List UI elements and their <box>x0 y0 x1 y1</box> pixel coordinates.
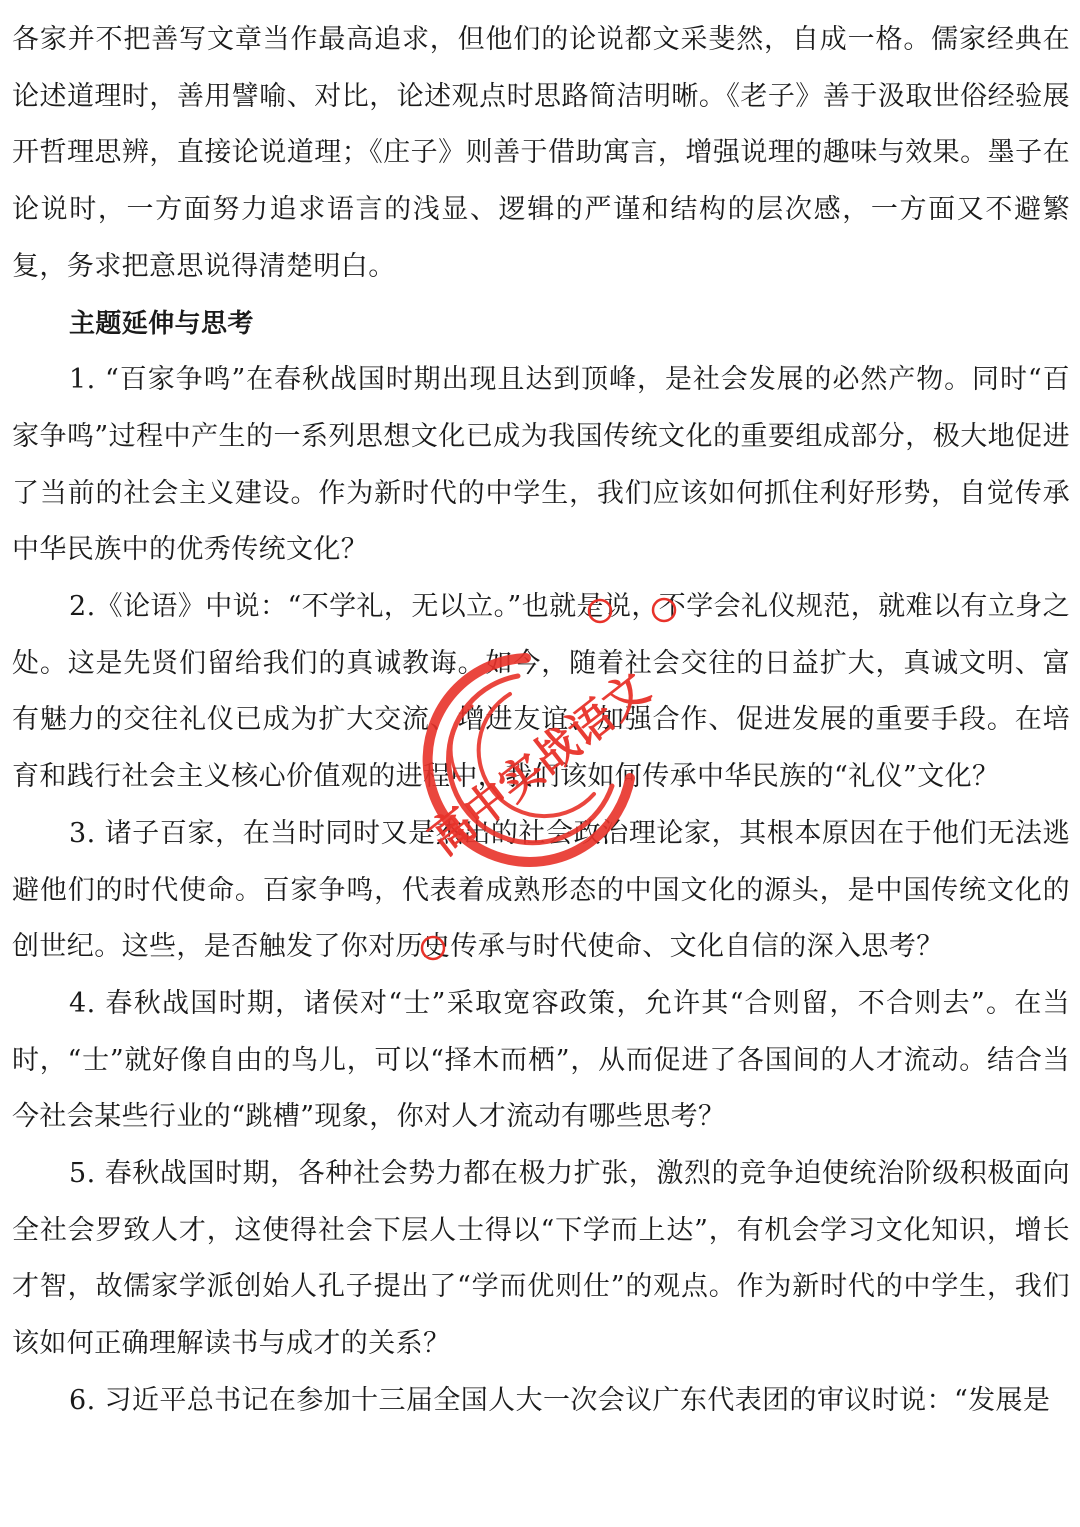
question-6: 6. 习近平总书记在参加十三届全国人大一次会议广东代表团的审议时说：“发展是 <box>69 1384 1051 1416</box>
question-1: 1. “百家争鸣”在春秋战国时期出现且达到顶峰，是社会发展的必然产物。同时“百家争鸣”过程中产生的一系列思想文化已成为我国传统文化的重要组成部分，极大地促进了当前的社会主义建设。作为新时代的中学生，我们应该如何抓住利好形势，自觉传承中华民族中的优秀传统文化？ <box>12 364 1070 566</box>
question-4: 4. 春秋战国时期，诸侯对“士”采取宽容政策，允许其“合则留，不合则去”。在当时，“士”就好像自由的鸟儿，可以“择木而栖”，从而促进了各国间的人才流动。结合当今社会某些行业的“跳槽”现象，你对人才流动有哪些思考？ <box>12 987 1070 1133</box>
document-page <box>12 12 1070 1430</box>
svg-text:高中实战语文: 高中实战语文 <box>419 662 660 866</box>
question-3: 3. 诸子百家，在当时同时又是杰出的社会政治理论家，其根本原因在于他们无法逃避他们的时代使命。百家争鸣，代表着成熟形态的中国文化的源头，是中国传统文化的创世纪。这些，是否触发了你对历史传承与时代使命、文化自信的深入思考？ <box>12 817 1070 963</box>
question-2: 2.《论语》中说：“不学礼，无以立。”也就是说，不学会礼仪规范，就难以有立身之处。这是先贤们留给我们的真诚教诲。如今，随着社会交往的日益扩大，真诚文明、富有魅力的交往礼仪已成为扩大交流、增进友谊、加强合作、促进发展的重要手段。在培育和践行社会主义核心价值观的进程中，我们该如何传承中华民族的“礼仪”文化？ <box>12 591 1070 793</box>
question-5: 5. 春秋战国时期，各种社会势力都在极力扩张，激烈的竞争迫使统治阶级积极面向全社会罗致人才，这使得社会下层人士得以“下学而上达”，有机会学习文化知识，增长才智，故儒家学派创始人孔子提出了“学而优则仕”的观点。作为新时代的中学生，我们该如何正确理解读书与成才的关系？ <box>12 1158 1070 1360</box>
section-heading: 主题延伸与思考 <box>69 308 254 339</box>
intro-paragraph: 各家并不把善写文章当作最高追求，但他们的论说都文采斐然，自成一格。儒家经典在论述道理时，善用譬喻、对比，论述观点时思路简洁明晰。《老子》善于汲取世俗经验展开哲理思辨，直接论说道理；《庄子》则善于借助寓言，增强说理的趣味与效果。墨子在论说时，一方面努力追求语言的浅显、逻辑的严谨和结构的层次感，一方面又不避繁复，务求把意思说得清楚明白。 <box>12 24 1070 282</box>
